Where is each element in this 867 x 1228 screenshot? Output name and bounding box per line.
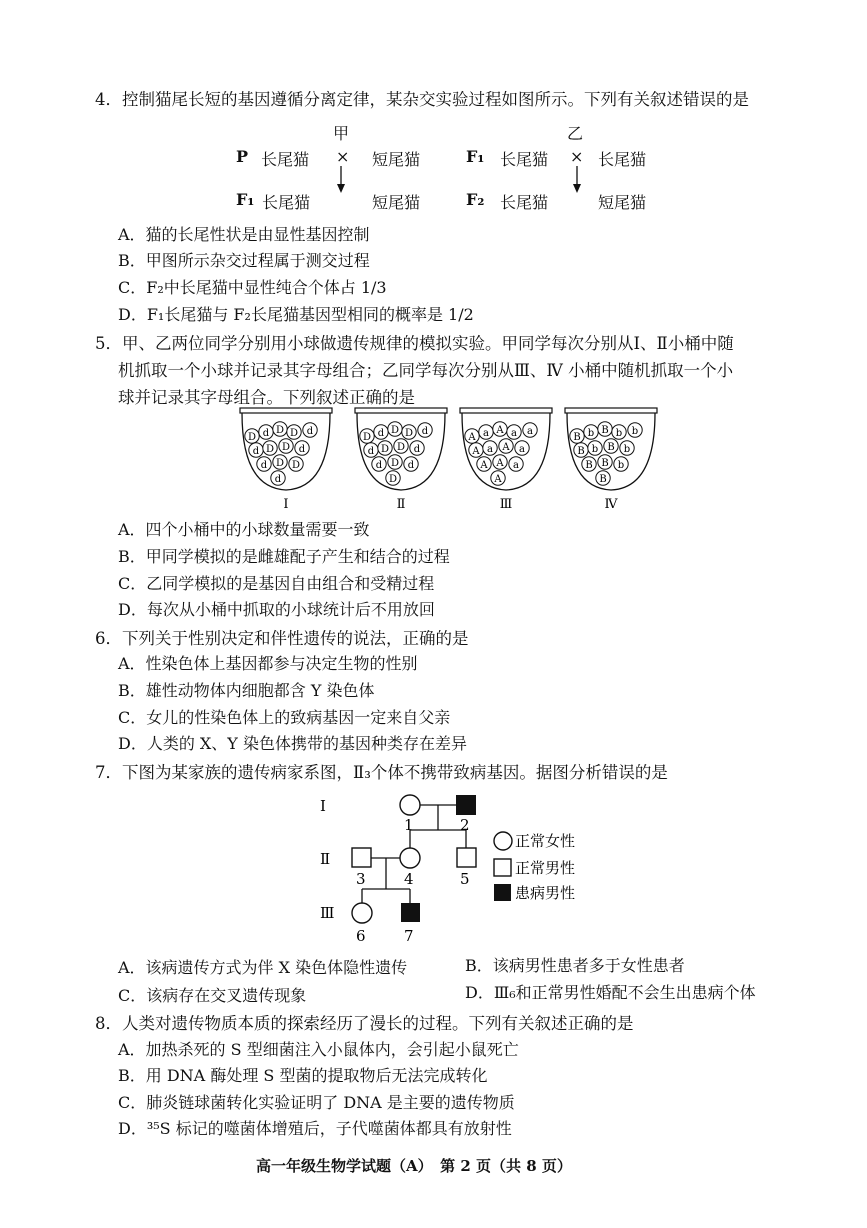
q5-option-a: A．四个小桶中的小球数量需要一致 — [118, 520, 370, 539]
q7-option-c: C．该病存在交叉遗传现象 — [118, 986, 307, 1005]
cross-jia-f1-left: 长尾猫 — [262, 193, 311, 212]
ball-letter: D — [388, 474, 398, 485]
gen-label-2: Ⅱ — [320, 850, 331, 868]
q5-option-b: B．甲同学模拟的是雌雄配子产生和结合的过程 — [118, 547, 450, 566]
q6-option-d: D．人类的 X、Y 染色体携带的基因种类存在差异 — [118, 734, 467, 753]
q4-option-c: C．F₂中长尾猫中显性纯合个体占 1/3 — [118, 278, 387, 297]
individual-1-female-normal — [400, 795, 420, 815]
ball-letter: a — [513, 460, 519, 471]
q4-option-d: D．F₁长尾猫与 F₂长尾猫基因型相同的概率是 1/2 — [118, 305, 474, 324]
legend-male-normal: 正常男性 — [515, 859, 576, 877]
cross-yi-f2-right: 短尾猫 — [598, 193, 647, 212]
q7-option-d: D．Ⅲ₆和正常男性婚配不会生出患病个体 — [465, 983, 756, 1002]
pedigree-chart — [300, 785, 620, 950]
id-label-2: 2 — [460, 816, 470, 834]
cross-jia-p-left: 长尾猫 — [261, 150, 310, 169]
bucket-1 — [240, 408, 332, 512]
q8-option-b: B．用 DNA 酶处理 S 型菌的提取物后无法完成转化 — [118, 1066, 488, 1085]
ball-letter: a — [483, 428, 489, 439]
ball-letter: D — [247, 432, 257, 443]
legend-male-affected: 患病男性 — [515, 884, 576, 902]
ball-letter: d — [421, 426, 429, 437]
q4-option-a: A．猫的长尾性状是由显性基因控制 — [118, 225, 370, 244]
ball-letter: D — [265, 444, 275, 455]
bucket-rim — [240, 408, 332, 413]
q5-option-c: C．乙同学模拟的是基因自由组合和受精过程 — [118, 574, 435, 593]
legend-female-normal-icon — [494, 832, 512, 850]
cross-yi-title: 乙 — [567, 124, 584, 143]
individual-7-male-affected — [401, 903, 420, 922]
ball-letter: A — [496, 425, 504, 436]
ball-letter: d — [413, 444, 421, 455]
ball-letter: A — [468, 432, 476, 443]
q6-option-c: C．女儿的性染色体上的致病基因一定来自父亲 — [118, 708, 451, 727]
q8-option-a: A．加热杀死的 S 型细菌注入小鼠体内，会引起小鼠死亡 — [118, 1040, 519, 1059]
q6-option-b: B．雄性动物体内细胞都含 Y 染色体 — [118, 681, 375, 700]
ball-letter: d — [260, 460, 268, 471]
q5-stem-line3: 球并记录其字母组合。下列叙述正确的是 — [118, 388, 415, 407]
ball-letter: D — [390, 425, 400, 436]
ball-letter: d — [274, 474, 282, 485]
bucket-label: Ⅳ — [604, 497, 618, 512]
q5-stem-line1: 5．甲、乙两位同学分别用小球做遗传规律的模拟实验。甲同学每次分别从Ⅰ、Ⅱ小桶中随 — [95, 334, 734, 353]
q8-option-c: C．肺炎链球菌转化实验证明了 DNA 是主要的遗传物质 — [118, 1093, 515, 1112]
ball-letter: B — [607, 442, 615, 453]
q7-option-b: B．该病男性患者多于女性患者 — [465, 956, 685, 975]
legend-female-normal: 正常女性 — [515, 832, 576, 850]
cross-yi-f2-left: 长尾猫 — [500, 193, 549, 212]
ball-letter: D — [404, 428, 414, 439]
ball-letter: b — [591, 444, 599, 455]
legend-male-normal-icon — [494, 859, 511, 876]
ball-letter: d — [367, 446, 375, 457]
cross-jia-times: × — [336, 147, 350, 166]
ball-letter: b — [623, 444, 631, 455]
ball-letter: d — [298, 444, 306, 455]
bucket-2 — [355, 408, 447, 512]
q4-stem: 4．控制猫尾长短的基因遵循分离定律，某杂交实验过程如图所示。下列有关叙述错误的是 — [95, 90, 749, 109]
cross-yi-arrow — [570, 166, 584, 194]
q6-option-a: A．性染色体上基因都参与决定生物的性别 — [118, 654, 418, 673]
ball-letter: d — [262, 428, 270, 439]
ball-letter: A — [472, 446, 480, 457]
bucket-rim — [355, 408, 447, 413]
individual-5-male-normal — [457, 848, 476, 867]
q7-stem: 7．下图为某家族的遗传病家系图，Ⅱ₃个体不携带致病基因。据图分析错误的是 — [95, 763, 668, 782]
bucket-label: Ⅲ — [499, 497, 513, 512]
cross-jia-arrow — [334, 166, 348, 194]
ball-letter: b — [615, 428, 623, 439]
ball-letter: D — [396, 442, 406, 453]
legend-male-affected-icon — [494, 884, 511, 901]
ball-letter: a — [519, 444, 525, 455]
ball-letter: D — [281, 442, 291, 453]
ball-letter: A — [494, 474, 502, 485]
bucket-rim — [460, 408, 552, 413]
individual-6-female-normal — [352, 903, 372, 923]
id-label-4: 4 — [404, 870, 414, 888]
id-label-6: 6 — [356, 927, 366, 945]
gen-label-3: Ⅲ — [320, 904, 335, 922]
q8-option-d: D．³⁵S 标记的噬菌体增殖后，子代噬菌体都具有放射性 — [118, 1119, 512, 1138]
ball-letter: D — [291, 460, 301, 471]
individual-3-male-normal — [352, 848, 371, 867]
ball-letter: D — [380, 444, 390, 455]
ball-letter: d — [407, 460, 415, 471]
ball-letter: D — [275, 425, 285, 436]
ball-letter: A — [480, 460, 488, 471]
cross-jia-title: 甲 — [333, 124, 350, 143]
cross-yi-f2-label: F₂ — [466, 190, 485, 209]
id-label-1: 1 — [404, 816, 414, 834]
ball-letter: a — [487, 444, 493, 455]
gen-label-1: Ⅰ — [320, 797, 326, 815]
ball-letter: b — [617, 460, 625, 471]
ball-letter: d — [377, 428, 385, 439]
q7-option-a: A．该病遗传方式为伴 X 染色体隐性遗传 — [118, 958, 408, 977]
cross-yi-f1-label: F₁ — [466, 147, 485, 166]
cross-jia-p-label: P — [236, 147, 249, 166]
ball-letter: D — [275, 458, 285, 469]
q8-stem: 8．人类对遗传物质本质的探索经历了漫长的过程。下列有关叙述正确的是 — [95, 1014, 634, 1033]
ball-letter: A — [502, 442, 510, 453]
ball-letter: a — [511, 428, 517, 439]
cross-jia-p-right: 短尾猫 — [372, 150, 421, 169]
ball-letter: D — [362, 432, 372, 443]
ball-letter: b — [631, 426, 639, 437]
bucket-label: Ⅱ — [396, 497, 406, 512]
ball-letter: B — [599, 474, 607, 485]
ball-letter: B — [573, 432, 581, 443]
id-label-5: 5 — [460, 870, 470, 888]
q5-stem-line2: 机抓取一个小球并记录其字母组合；乙同学每次分别从Ⅲ、Ⅳ 小桶中随机抓取一个小 — [118, 361, 734, 380]
cross-jia-f1-right: 短尾猫 — [372, 193, 421, 212]
id-label-3: 3 — [356, 870, 366, 888]
individual-2-male-affected — [456, 795, 476, 815]
ball-letter: a — [527, 426, 533, 437]
ball-letter: B — [585, 460, 593, 471]
ball-letter: D — [390, 458, 400, 469]
bucket-rim — [565, 408, 657, 413]
cross-yi-f1-left: 长尾猫 — [500, 150, 549, 169]
bucket-label: Ⅰ — [283, 497, 289, 512]
individual-4-female-normal — [400, 848, 420, 868]
id-label-7: 7 — [404, 927, 414, 945]
ball-letter: d — [375, 460, 383, 471]
q5-option-d: D．每次从小桶中抓取的小球统计后不用放回 — [118, 600, 435, 619]
cross-jia-f1-label: F₁ — [236, 190, 255, 209]
buckets-figure — [230, 402, 700, 512]
q6-stem: 6．下列关于性别决定和伴性遗传的说法，正确的是 — [95, 629, 469, 648]
q4-option-b: B．甲图所示杂交过程属于测交过程 — [118, 251, 370, 270]
page-footer: 高一年级生物学试题（A） 第 2 页（共 8 页） — [256, 1157, 572, 1175]
bucket-3 — [460, 408, 552, 512]
ball-letter: d — [252, 446, 260, 457]
ball-letter: B — [601, 425, 609, 436]
ball-letter: D — [289, 428, 299, 439]
bucket-4 — [565, 408, 657, 512]
ball-letter: d — [306, 426, 314, 437]
ball-letter: B — [577, 446, 585, 457]
ball-letter: b — [587, 428, 595, 439]
ball-letter: B — [601, 458, 609, 469]
cross-yi-times: × — [570, 147, 584, 166]
cross-yi-f1-right: 长尾猫 — [598, 150, 647, 169]
ball-letter: A — [496, 458, 504, 469]
